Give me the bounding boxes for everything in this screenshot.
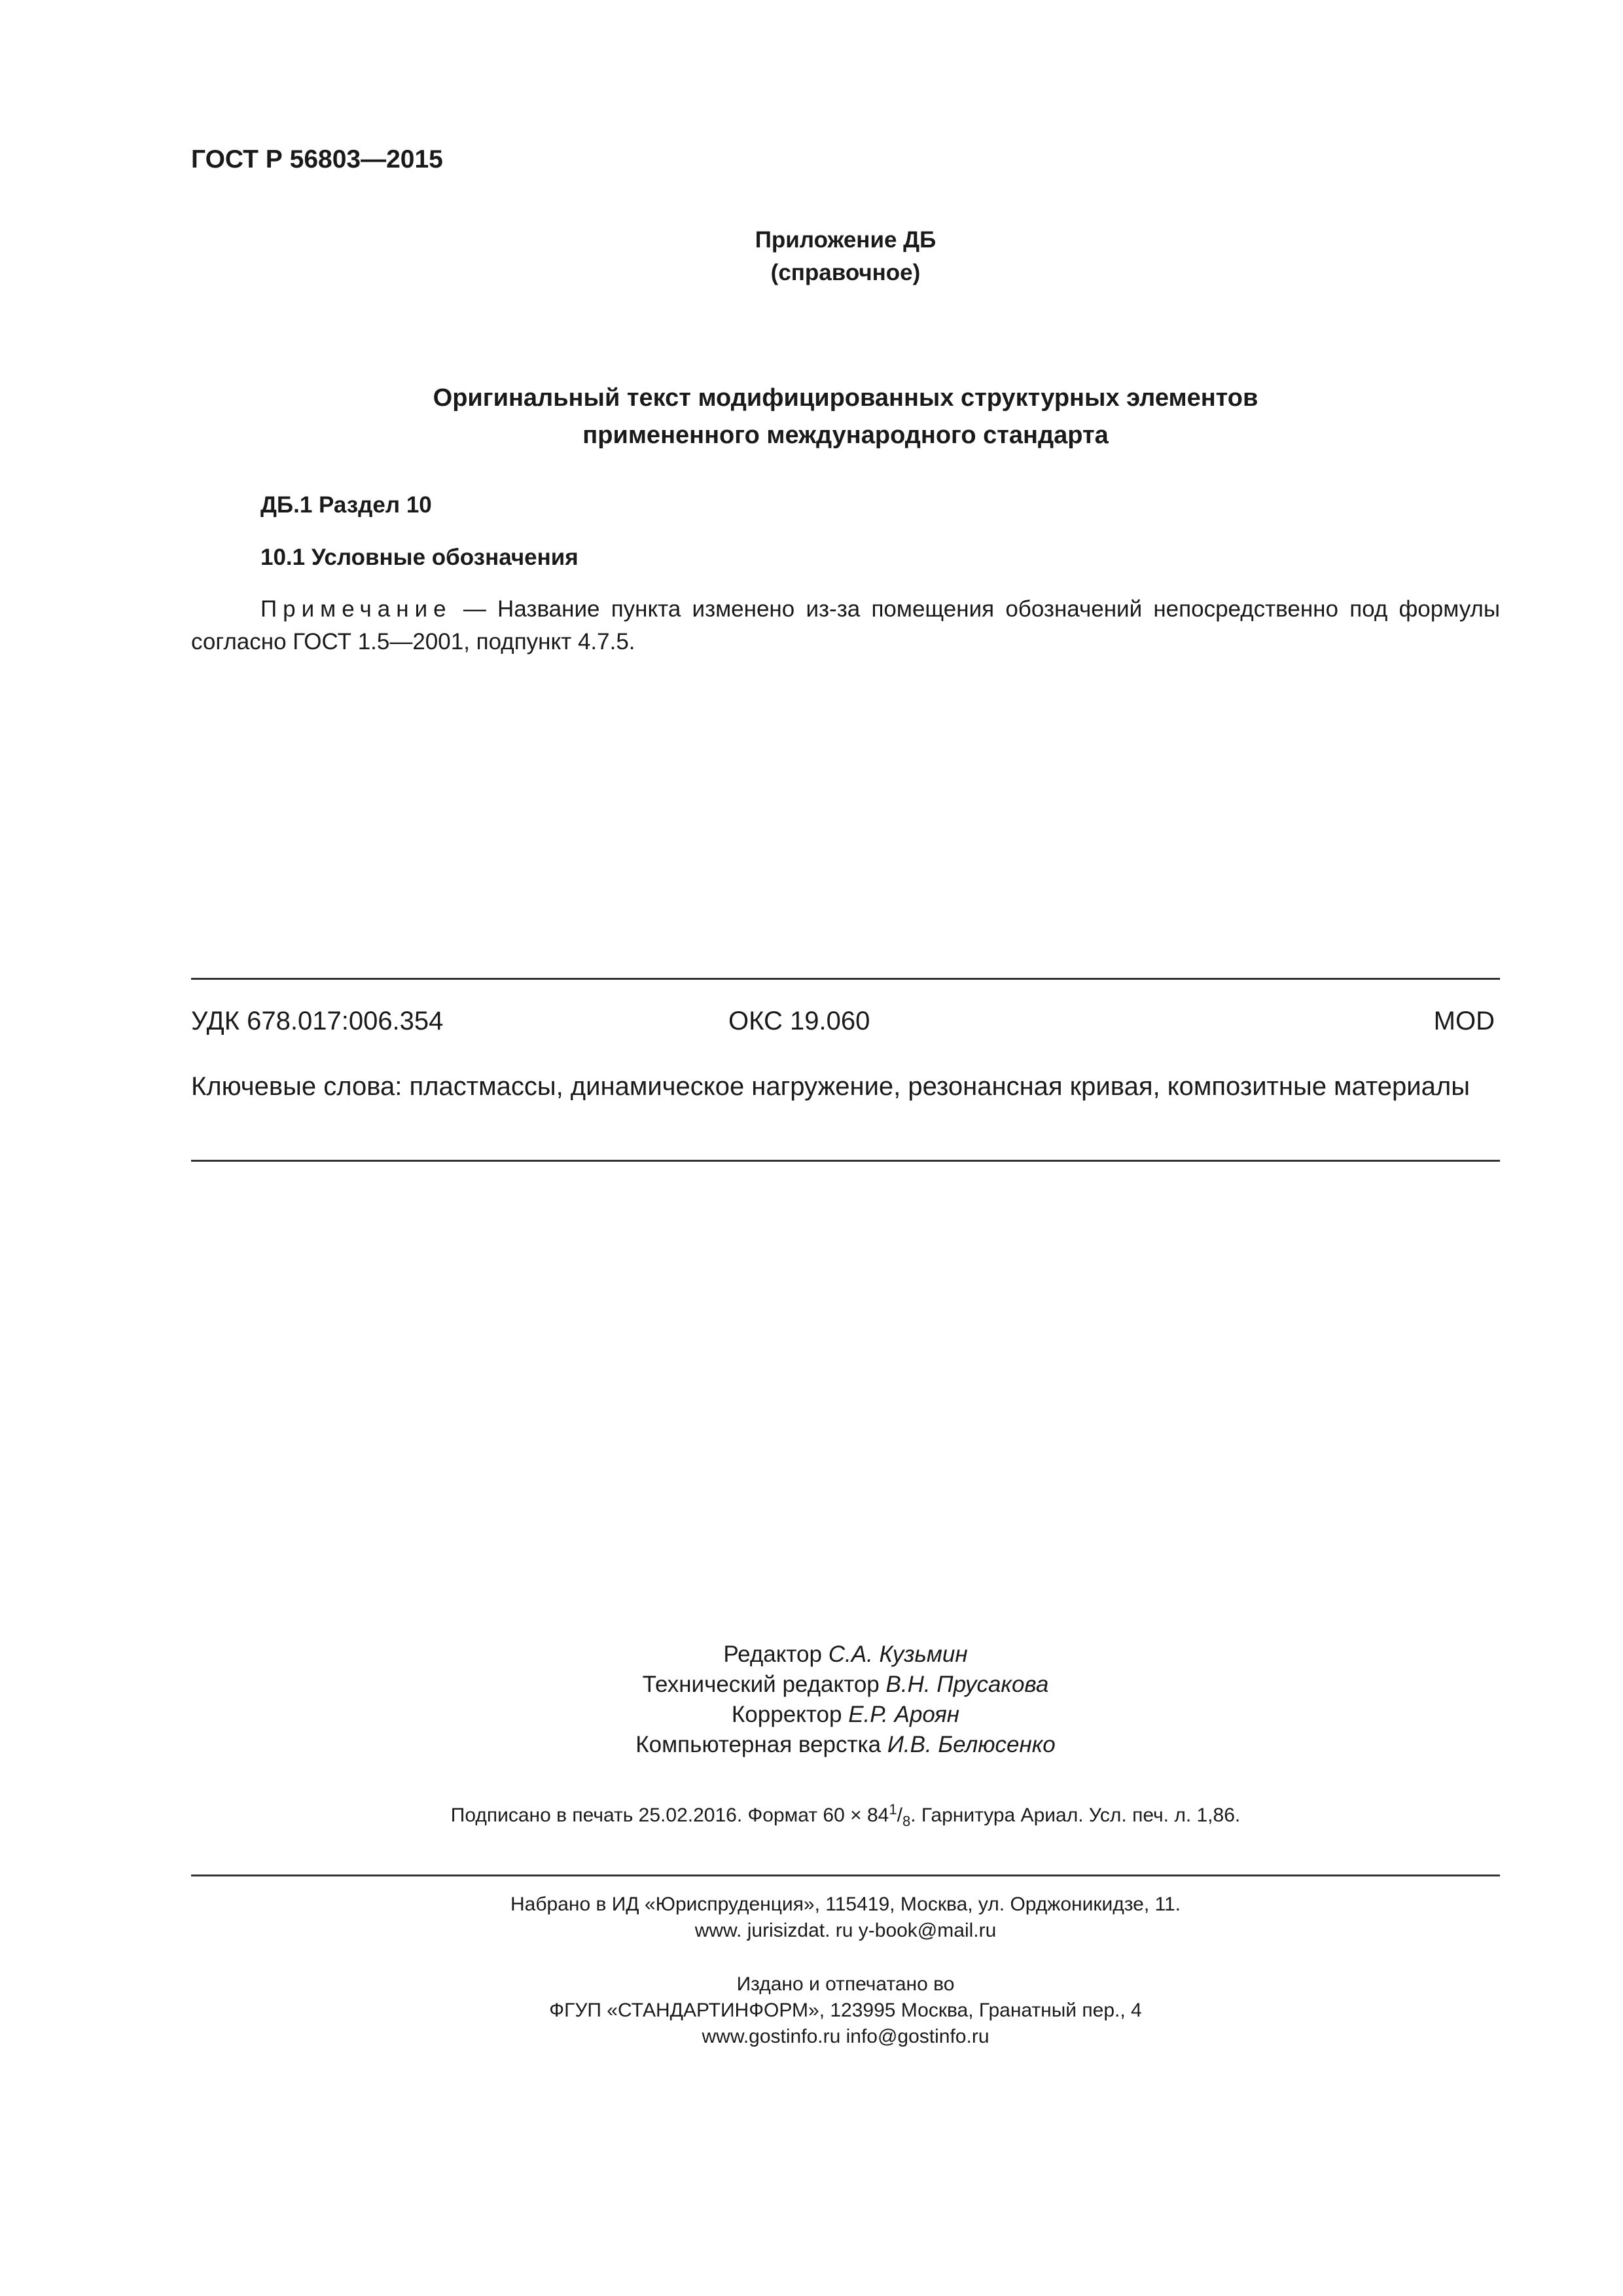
typeset-info: Набрано в ИД «Юриспруденция», 115419, Москва, ул. Орджоникидзе, 11. www. jurisizdat. ru y-book@mail.ru	[510, 1893, 1181, 1941]
note-text: — Название пункта изменено из-за помещения обозначений непосредственно под формулы согласно ГОСТ 1.5—2001, подпункт 4.7.5.	[191, 596, 1500, 655]
keywords: Ключевые слова: пластмассы, динамическое нагружение, резонансная кривая, композитные материалы	[191, 1072, 1470, 1101]
clause-subheading: 10.1 Условные обозначения	[260, 545, 579, 570]
print-signature-line: Подписано в печать 25.02.2016. Формат $60 \times 84^1/_8$. Гарнитура Ариал. Усл. печ. л. 1,86.	[450, 1801, 1241, 1829]
note-paragraph	[191, 593, 1500, 658]
credit-proofreader: Корректор Е.Р. Ароян	[731, 1702, 960, 1727]
credit-tech-editor: Технический редактор В.Н. Прусакова	[642, 1672, 1049, 1697]
appendix-title: Приложение ДБ	[755, 227, 936, 253]
divider-bottom	[191, 1874, 1500, 1876]
divider-middle	[191, 1160, 1500, 1162]
document-code: ГОСТ Р 56803—2015	[191, 145, 443, 173]
udk-code: УДК 678.017:006.354	[191, 1007, 444, 1035]
credit-layout: Компьютерная верстка И.В. Белюсенко	[635, 1732, 1056, 1757]
note-label: Примечание	[260, 596, 452, 622]
publisher-info: Издано и отпечатано во ФГУП «СТАНДАРТИНФОРМ», 123995 Москва, Гранатный пер., 4 www.gostinfo.ru info@gostinfo.ru	[549, 1973, 1142, 2047]
appendix-type: (справочное)	[770, 260, 921, 285]
section-title-line2: примененного международного стандарта	[582, 422, 1109, 449]
credit-editor: Редактор С.А. Кузьмин	[723, 1641, 968, 1667]
section-title	[191, 380, 1500, 454]
oks-code: ОКС 19.060	[728, 1007, 870, 1035]
mod-label: MOD	[1433, 1007, 1495, 1035]
divider-top	[191, 978, 1500, 980]
credits-block	[191, 1640, 1500, 1760]
clause-heading: ДБ.1 Раздел 10	[260, 492, 432, 518]
section-title-line1: Оригинальный текст модифицированных структурных элементов	[433, 384, 1258, 412]
appendix-heading	[191, 224, 1500, 289]
